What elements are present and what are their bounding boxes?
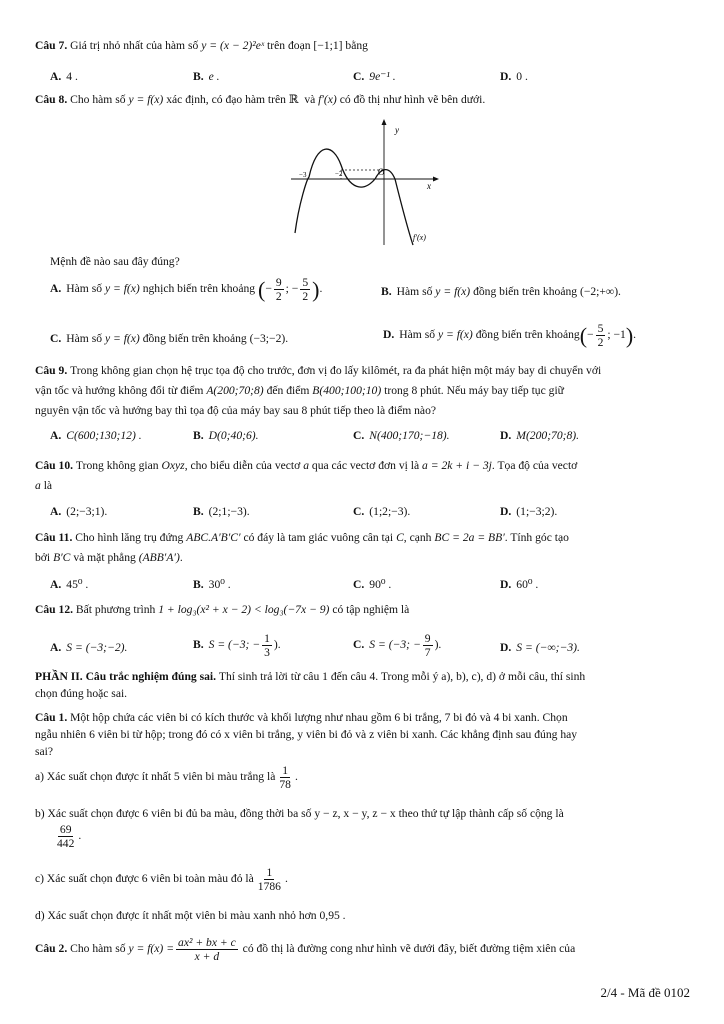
- statement-b[interactable]: b) Xác suất chọn được 6 viên bi đủ ba màu, đồng thời ba số y − z, x − y, z − x theo thứ tự lập thành cấp số cộng là $\frac{69}{442}$ .: [35, 807, 564, 851]
- option-d[interactable]: D. (1;−3;2).: [500, 505, 558, 518]
- option-a[interactable]: A. (2;−3;1).: [50, 505, 108, 518]
- option-c[interactable]: C. Hàm số y = f(x) đồng biến trên khoảng (−3;−2).: [50, 332, 289, 345]
- option-d[interactable]: D. Hàm số y = f(x) đồng biến trên khoảng ( − $\frac{5}{2}$ ; −1 ) .: [383, 322, 637, 350]
- y-axis-label: y: [395, 125, 399, 135]
- question-text: Cho hàm số: [70, 93, 126, 106]
- question-text: bằng: [345, 39, 368, 52]
- part-2-header: PHẦN II. Câu trắc nghiệm đúng sai. Thí sinh trả lời từ câu 1 đến câu 4. Trong mỗi ý a), b), c), d) ở mỗi câu, thí sinh chọn đúng hoặc sai.: [35, 670, 586, 700]
- x-axis-label: x: [427, 181, 431, 191]
- option-c[interactable]: C. 90⁰ .: [353, 578, 392, 591]
- option-a[interactable]: A. S = (−3;−2).: [50, 641, 128, 654]
- question-text: Giá trị nhỏ nhất của hàm số: [70, 39, 199, 52]
- option-d[interactable]: D. M(200;70;8).: [500, 429, 580, 442]
- question-prompt: Mệnh đề nào sau đây đúng?: [50, 255, 180, 268]
- section-title: PHẦN II. Câu trắc nghiệm đúng sai.: [35, 670, 217, 683]
- question-label: Câu 7.: [35, 39, 68, 52]
- tick-neg3: −3: [299, 171, 307, 179]
- question-text: và: [304, 93, 316, 106]
- question-text: có đồ thị như hình vẽ bên dưới.: [339, 93, 486, 106]
- origin-label: O: [378, 167, 385, 177]
- option-c[interactable]: C. 9e⁻¹ .: [353, 70, 396, 83]
- tick-neg2: −2: [335, 170, 343, 178]
- page-footer: 2/4 - Mã đề 0102: [600, 985, 690, 1000]
- question-12: Câu 12. Bất phương trình 1 + log₃(x² + x − 2) < log₃(−7x − 9) có tập nghiệm là: [35, 603, 410, 616]
- option-b[interactable]: B. S = (−3; − $\frac{1}{3}$ ).: [193, 632, 281, 660]
- x-axis-arrow-icon: [433, 177, 439, 182]
- option-b[interactable]: B. Hàm số y = f(x) đồng biến trên khoảng (−2;+∞).: [381, 285, 621, 298]
- derivative-graph: [283, 113, 443, 248]
- statement-a[interactable]: a) Xác suất chọn được ít nhất 5 viên bi màu trắng là $\frac{1}{78}$ .: [35, 764, 298, 792]
- option-b[interactable]: B. (2;1;−3).: [193, 505, 250, 518]
- question-text: trên đoạn: [267, 39, 311, 52]
- interval-expr: [−1;1]: [313, 39, 343, 52]
- option-d[interactable]: D. S = (−∞;−3).: [500, 641, 580, 654]
- option-a[interactable]: A. 45⁰ .: [50, 578, 89, 591]
- option-b[interactable]: B. e .: [193, 70, 220, 83]
- option-a[interactable]: A. 4 .: [50, 70, 78, 83]
- option-c[interactable]: C. (1;2;−3).: [353, 505, 411, 518]
- part-2-question-1: Câu 1. Một hộp chứa các viên bi có kích thước và khối lượng như nhau gồm 6 bi trắng, 7 bi đỏ và 4 bi xanh. Chọn ngẫu nhiên 6 viên bi từ hộp; trong đó có x viên bi trắng, y viên bi đỏ và z viên bi xanh. Các khẳng định sau đúng hay sai?: [35, 711, 578, 758]
- domain-symbol: ℝ: [288, 93, 299, 106]
- question-8: [35, 92, 690, 109]
- statement-c[interactable]: c) Xác suất chọn được 6 viên bi toàn màu đỏ là $\frac{1}{1786}$ .: [35, 866, 288, 894]
- function-expr: y = (x − 2)²eˣ: [201, 39, 265, 52]
- statement-d[interactable]: d) Xác suất chọn được ít nhất một viên bi màu xanh nhỏ hơn 0,95 .: [35, 909, 346, 922]
- derivative-expr: f′(x): [318, 93, 337, 106]
- question-10: Câu 10. Trong không gian Oxyz , cho biểu diễn của vectơ a qua các vectơ đơn vị là a = 2k + i − 3j . Tọa độ của vectơ a là: [35, 459, 578, 492]
- y-axis-arrow-icon: [382, 119, 387, 125]
- option-b[interactable]: B. 30⁰ .: [193, 578, 231, 591]
- part-2-question-2: Câu 2. Cho hàm số y = f(x) = $\frac{\text{ax² + bx + c}}{x + d}$ có đồ thị là đường cong như hình vẽ dưới đây, biết đường tiệm xiên của: [35, 936, 576, 964]
- question-9: Câu 9. Trong không gian chọn hệ trục tọa độ cho trước, đơn vị đo lấy kilômét, ra đa phát hiện một máy bay di chuyển với vận tốc và hướng không đổi từ điểm A(200;70;8) đến điểm B(400;100;10) trong 8 phút. Nếu máy bay tiếp tục giữ nguyên vận tốc và hướng bay thì tọa độ của máy bay sau 8 phút tiếp theo là điểm nào?: [35, 364, 602, 417]
- question-11: Câu 11. Cho hình lăng trụ đứng ABC.A′B′C′ có đáy là tam giác vuông cân tại C , cạnh BC = 2a = BB′ . Tính góc tạo bởi B′C và mặt phẳng (ABB′A′) .: [35, 531, 569, 564]
- question-label: Câu 8.: [35, 93, 68, 106]
- curve-label: f′(x): [413, 233, 426, 242]
- question-7: [35, 38, 690, 55]
- curve-f-prime: [295, 149, 413, 245]
- option-c[interactable]: C. S = (−3; − $\frac{9}{7}$ ).: [353, 632, 442, 660]
- option-d[interactable]: D. 0 .: [500, 70, 528, 83]
- question-text: xác định, có đạo hàm trên: [166, 93, 286, 106]
- option-b[interactable]: B. D(0;40;6).: [193, 429, 259, 442]
- function-expr: y = f(x): [128, 93, 164, 106]
- option-a[interactable]: A. Hàm số y = f(x) nghịch biến trên khoảng ( − $\frac{9}{2}$ ; − $\frac{5}{2}$ ) .: [50, 276, 323, 304]
- option-a[interactable]: A. C(600;130;12) .: [50, 429, 142, 442]
- option-c[interactable]: C. N(400;170;−18).: [353, 429, 450, 442]
- option-d[interactable]: D. 60⁰ .: [500, 578, 539, 591]
